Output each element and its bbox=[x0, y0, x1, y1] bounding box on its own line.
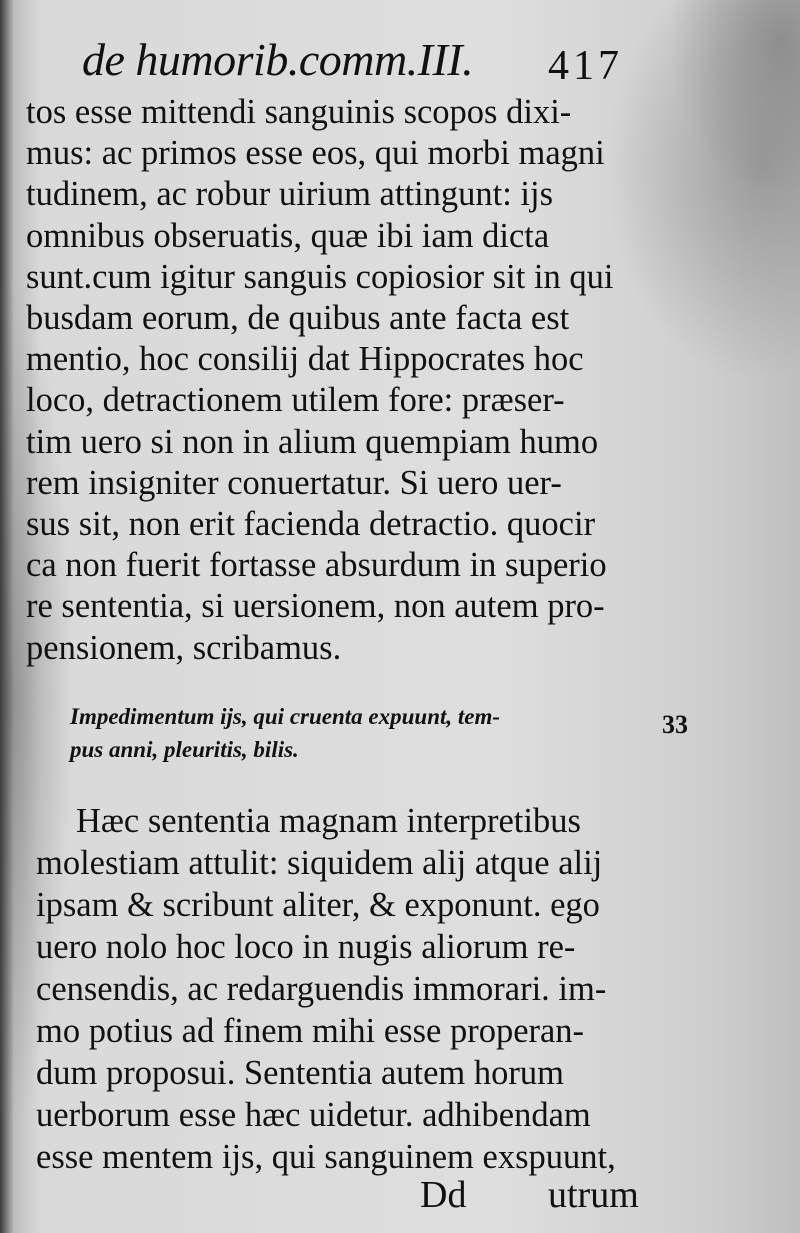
text-line: rem insigniter conuertatur. Si uero uer- bbox=[26, 463, 562, 502]
text-line: esse mentem ijs, qui sanguinem exspuunt, bbox=[36, 1138, 616, 1176]
bleed-through-margin-note bbox=[668, 310, 672, 330]
text-line: ipsam & scribunt aliter, & exponunt. ego bbox=[36, 886, 600, 924]
rubric-line: Impedimentum ijs, qui cruenta expuunt, tem- bbox=[70, 704, 501, 729]
text-line: Hæc sententia magnam interpretibus bbox=[76, 802, 581, 840]
text-line: censendis, ac redarguendis immorari. im- bbox=[36, 970, 607, 1008]
aphorism-rubric bbox=[70, 700, 660, 766]
text-line: tudinem, ac robur uirium attingunt: ijs bbox=[26, 175, 554, 214]
catchword: utrum bbox=[548, 1174, 639, 1216]
text-line: dum proposui. Sententia autem horum bbox=[36, 1054, 564, 1092]
rubric-line: pus anni, pleuritis, bilis. bbox=[70, 737, 299, 762]
text-line: omnibus obseruatis, quæ ibi iam dicta bbox=[26, 216, 550, 255]
text-line: tos esse mittendi sanguinis scopos dixi- bbox=[26, 93, 572, 131]
text-line: tim uero si non in alium quempiam humo bbox=[26, 422, 599, 461]
text-line: uero nolo hoc loco in nugis aliorum re- bbox=[36, 928, 576, 966]
text-line: sus sit, non erit facienda detractio. quocir bbox=[26, 505, 596, 544]
text-line: loco, detractionem utilem fore: præser- bbox=[26, 381, 565, 420]
page-number: 417 bbox=[548, 43, 623, 89]
main-text-block bbox=[26, 92, 656, 669]
text-line: sunt.cum igitur sanguis copiosior sit in qui bbox=[26, 257, 614, 296]
text-line: busdam eorum, de quibus ante facta est bbox=[26, 299, 570, 338]
text-line: mo potius ad finem mihi esse properan- bbox=[36, 1012, 585, 1050]
text-line: mentio, hoc consilij dat Hippocrates hoc bbox=[26, 340, 584, 379]
aphorism-number: 33 bbox=[662, 710, 688, 739]
running-title: de humorib.comm.III. bbox=[82, 34, 474, 85]
text-line: re sententia, si uersionem, non autem pro- bbox=[26, 587, 605, 626]
text-line: mus: ac primos esse eos, qui morbi magni bbox=[26, 134, 605, 173]
text-line: ca non fuerit fortasse absurdum in superio bbox=[26, 546, 607, 585]
text-line: molestiam attulit: siquidem alij atque alij bbox=[36, 844, 603, 882]
commentary-text-block bbox=[36, 800, 666, 1178]
text-line: pensionem, scribamus. bbox=[26, 628, 342, 667]
text-line: uerborum esse hæc uidetur. adhibendam bbox=[36, 1096, 591, 1134]
signature-mark: Dd bbox=[420, 1174, 467, 1216]
